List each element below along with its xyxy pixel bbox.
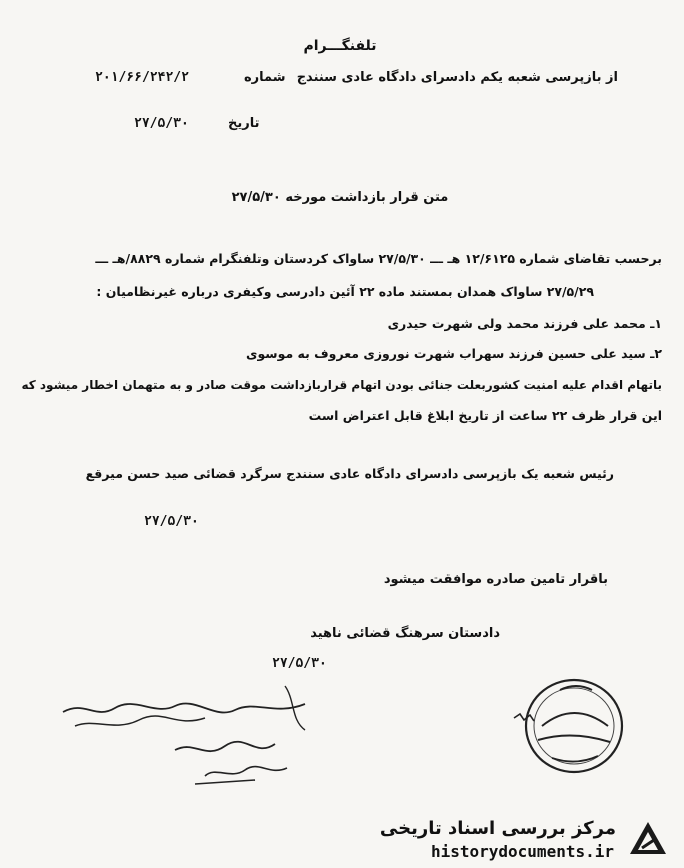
- archive-title: مرکز بررسی اسناد تاریخی: [379, 818, 616, 839]
- list-item: ۱ـ محمد علی فرزند محمد ولی شهرت حیدری: [387, 316, 662, 331]
- stamp-circle-icon: [512, 670, 632, 780]
- date-label: تاریخ: [228, 116, 260, 131]
- paragraph2-line2: این قرار ظرف ۲۲ ساعت از تاریخ ابلاغ قابل اعتراض است: [308, 408, 662, 423]
- date-value: ۲۷/۵/۳۰: [134, 116, 189, 131]
- handwriting-scribble-icon: [55, 680, 335, 800]
- archive-footer: [330, 806, 680, 866]
- document-type-label: تلفنگـــرام: [303, 38, 377, 54]
- signature1-line: رئیس شعبه یک بازپرسی دادسرای دادگاه عادی سنندج سرگرد قضائی صید حسن میرقع: [85, 466, 614, 481]
- office-stamp: [512, 670, 632, 780]
- approval-signer: دادستان سرهنگ قضائی ناهید: [310, 626, 500, 641]
- handwritten-note: [55, 680, 335, 800]
- list-item: ۲ـ سید علی حسین فرزند سهراب شهرت نوروزی معروف به موسوی: [246, 346, 662, 361]
- approval-date: ۲۷/۵/۳۰: [272, 656, 327, 671]
- paragraph2-line1: باتهام اقدام علیه امنیت کشوربعلت جنائی بودن اتهام قراربازداشت موقت صادر و به متهمان اخطار میشود که: [21, 378, 662, 392]
- from-line: از بازپرسی شعبه یکم دادسرای دادگاه عادی سنندج: [296, 70, 618, 85]
- archive-url[interactable]: historydocuments.ir: [430, 842, 614, 861]
- number-label: شماره: [244, 70, 286, 85]
- approval-line: باقرار تامین صادره موافقت میشود: [383, 572, 608, 587]
- paragraph1-line1: برحسب تقاضای شماره ۱۲/۶۱۲۵ هـ ـــ ۲۷/۵/۳۰ ساواک کردستان وتلفنگرام شماره ۸۸۲۹/هـ ـــ: [95, 251, 662, 266]
- archive-logo-icon: [624, 814, 672, 862]
- subject-line: متن قرار بازداشت مورخه ۲۷/۵/۳۰: [231, 190, 449, 205]
- number-value: ۲۰۱/۶۶/۲۴۲/۲: [95, 70, 189, 85]
- paragraph1-line2: ۲۷/۵/۲۹ ساواک همدان بمستند ماده ۲۲ آئین دادرسی وکیفری درباره غیرنظامیان :: [96, 284, 594, 299]
- signature1-date: ۲۷/۵/۳۰: [144, 514, 199, 529]
